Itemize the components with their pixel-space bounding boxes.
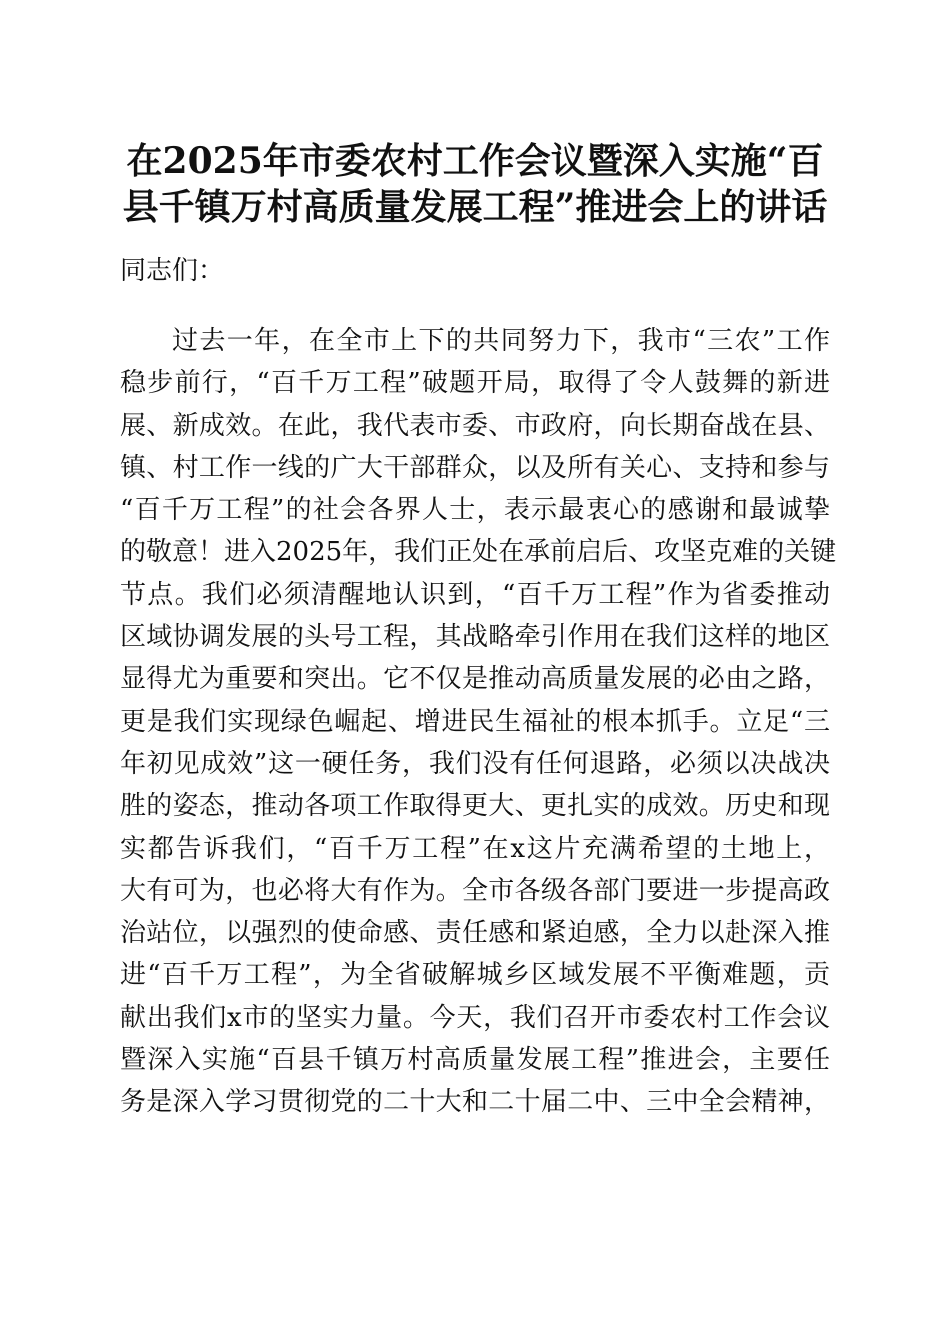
paragraph-line: 务是深入学习贯彻党的二十大和二十届二中、三中全会精神， — [120, 1087, 830, 1118]
paragraph-line: 展、新成效。在此，我代表市委、市政府，向长期奋战在县、 — [120, 410, 830, 441]
paragraph-line: 进“百千万工程”，为全省破解城乡区域发展不平衡难题，贡 — [120, 960, 830, 991]
paragraph-line: 区域协调发展的头号工程，其战略牵引作用在我们这样的地区 — [120, 622, 830, 653]
paragraph-line: 治站位，以强烈的使命感、责任感和紧迫感，全力以赴深入推 — [120, 918, 830, 949]
paragraph-line: 镇、村工作一线的广大干部群众，以及所有关心、支持和参与 — [120, 452, 830, 483]
title-line-1: 在2025年市委农村工作会议暨深入实施“百 — [126, 140, 824, 182]
document-title — [110, 138, 840, 230]
paragraph-line: 显得尤为重要和突出。它不仅是推动高质量发展的必由之路， — [120, 664, 830, 695]
paragraph-line: 胜的姿态，推动各项工作取得更大、更扎实的成效。历史和现 — [120, 791, 830, 822]
paragraph-line: 稳步前行，“百千万工程”破题开局，取得了令人鼓舞的新进 — [120, 368, 830, 399]
body-paragraph — [120, 324, 837, 1128]
paragraph-line: 实都告诉我们，“百千万工程”在x这片充满希望的土地上， — [120, 833, 830, 864]
paragraph-line: 过去一年，在全市上下的共同努力下，我市“三农”工作 — [172, 326, 830, 356]
paragraph-line: “百千万工程”的社会各界人士，表示最衷心的感谢和最诚挚 — [120, 495, 830, 526]
salutation: 同志们： — [120, 256, 225, 286]
paragraph-line: 大有可为，也必将大有作为。全市各级各部门要进一步提高政 — [120, 875, 830, 906]
paragraph-line: 献出我们x市的坚实力量。今天，我们召开市委农村工作会议 — [120, 1002, 830, 1033]
title-line-2: 县千镇万村高质量发展工程”推进会上的讲话 — [122, 186, 828, 228]
paragraph-line: 暨深入实施“百县千镇万村高质量发展工程”推进会，主要任 — [120, 1045, 830, 1076]
paragraph-line: 更是我们实现绿色崛起、增进民生福祉的根本抓手。立足“三 — [120, 706, 830, 737]
paragraph-line: 年初见成效”这一硬任务，我们没有任何退路，必须以决战决 — [120, 748, 830, 779]
paragraph-line: 的敬意！进入2025年，我们正处在承前启后、攻坚克难的关键 — [120, 537, 837, 568]
paragraph-line: 节点。我们必须清醒地认识到，“百千万工程”作为省委推动 — [120, 579, 830, 610]
